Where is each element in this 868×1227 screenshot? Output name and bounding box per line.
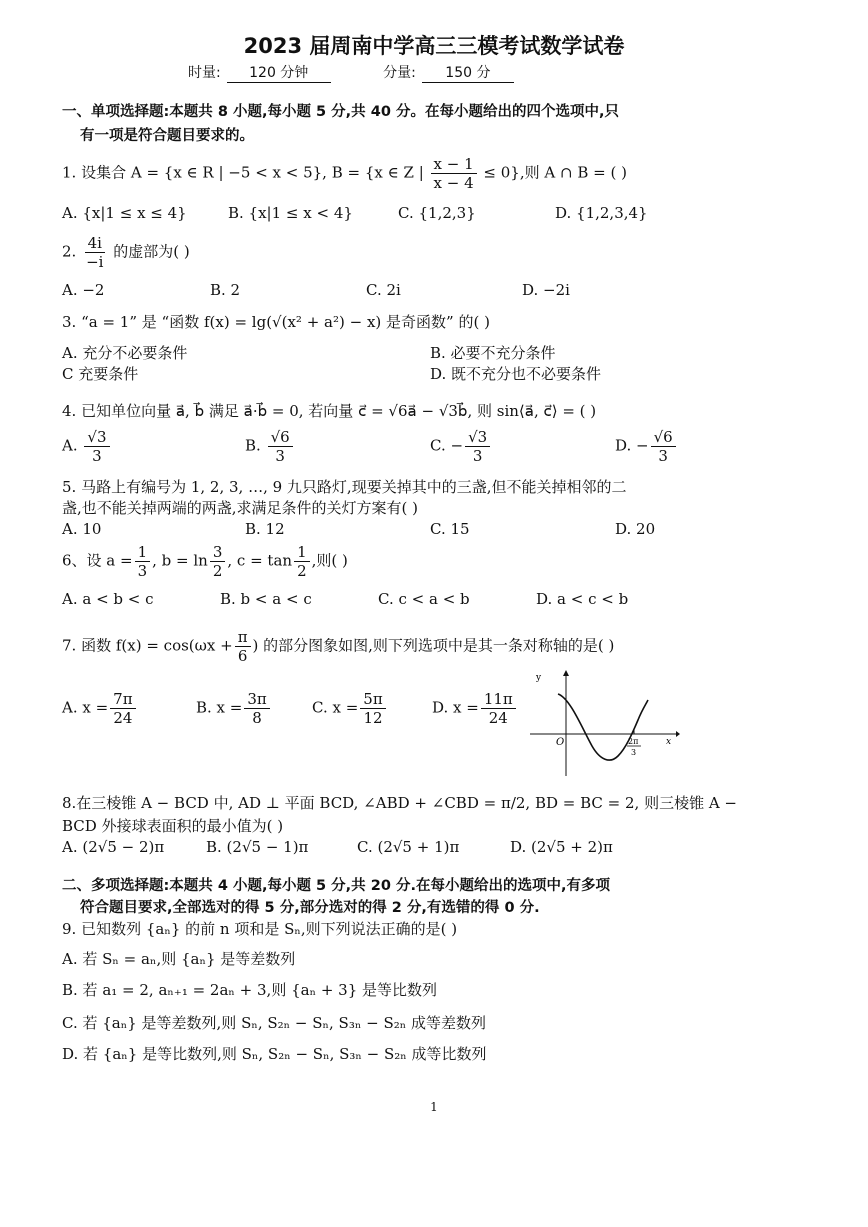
q7-option-a-num: 7π [110,690,135,709]
q2-stem: 的虚部为( ) [113,242,190,261]
q4-option-d-den: 3 [658,447,668,465]
q9-option-c: C. 若 {aₙ} 是等差数列,则 Sₙ, S₂ₙ − Sₙ, S₃ₙ − S₂ₙ 成等差数列 [62,1014,486,1032]
q6-a-frac [135,543,151,580]
q6-a-den: 3 [137,562,148,580]
q4-option-d [615,428,678,465]
q3-option-b: B. 必要不充分条件 [430,344,556,362]
q6-c-num: 1 [294,543,310,562]
q4-option-b-frac [268,428,293,465]
q6-c: , c = tan [227,551,293,570]
q4-option-b-label: B. [245,436,261,455]
q4-option-c-sign: − [450,436,464,455]
q8-option-a: A. (2√5 − 2)π [62,838,165,856]
section-2-heading: 二、多项选择题:本题共 4 小题,每小题 5 分,共 20 分.在每小题给出的选项中,有多项 [62,878,610,894]
q7-option-b-num: 3π [244,690,269,709]
q6-end: ,则( ) [311,551,348,570]
q4-option-c-frac [465,428,490,465]
q1-stem-b: {x ∈ Z | [364,163,424,182]
question-6 [62,543,348,580]
q7-cosine-graph [530,668,680,778]
q7-fraction [235,628,251,665]
q7-option-b [196,690,272,727]
q3-option-a: A. 充分不必要条件 [62,344,188,362]
q4-option-b [245,428,295,465]
q7-option-d [432,690,518,727]
q3-option-c: C 充要条件 [62,365,139,383]
section-1-heading: 一、单项选择题:本题共 8 小题,每小题 5 分,共 40 分。在每小题给出的四个选项中,只 [62,104,619,120]
exam-info [188,62,514,83]
question-1 [62,155,627,192]
q8-option-b: B. (2√5 − 1)π [206,838,309,856]
question-7 [62,628,614,665]
q6-a-num: 1 [135,543,151,562]
q6-b: , b = ln [152,551,208,570]
q7-option-d-label: D. x = [432,698,479,717]
q6-b-frac [210,543,226,580]
x-axis-arrow [676,731,680,737]
q6-c-frac [294,543,310,580]
q7-option-c-label: C. x = [312,698,359,717]
q5-option-a: A. 10 [62,520,102,538]
page-title: 2023 届周南中学高三三模考试数学试卷 [243,34,625,58]
q1-fraction [431,155,477,192]
q5-option-d: D. 20 [615,520,656,538]
q1-stem-c: ≤ 0},则 A ∩ B = ( ) [483,163,627,182]
time-label: 时量: [188,65,221,81]
q2-option-a: A. −2 [62,281,105,299]
q8-option-c: C. (2√5 + 1)π [357,838,460,856]
score-label: 分量: [383,65,416,81]
q1-option-b: B. {x|1 ≤ x < 4} [228,204,353,222]
q1-stem-a: 1. 设集合 A = {x ∈ R | −5 < x < 5}, B = [62,163,361,182]
q2-frac-den: −i [86,253,104,271]
graph-tick-den: 3 [631,748,637,757]
q7-option-b-den: 8 [252,709,262,727]
q4-option-b-num: √6 [268,428,293,447]
q6-c-den: 2 [297,562,307,580]
q4-option-d-frac [651,428,676,465]
graph-y-label: y [536,673,542,683]
q1-option-d: D. {1,2,3,4} [555,204,648,222]
section-1-heading-cont: 有一项是符合题目要求的。 [80,128,254,144]
q4-option-c [430,428,492,465]
question-5-line-2: 盏,也不能关掉两端的两盏,求满足条件的关灯方案有( ) [62,499,419,517]
q4-option-a-num: √3 [84,428,109,447]
question-4: 4. 已知单位向量 a⃗, b⃗ 满足 a⃗·b⃗ = 0, 若向量 c⃗ = √6a⃗ − √3b⃗, 则 sin⟨a⃗, c⃗⟩ = ( ) [62,402,597,420]
q2-option-c: C. 2i [366,281,401,299]
q4-option-d-label: D. [615,436,632,455]
graph-origin-label: O [556,737,565,748]
q1-frac-den: x − 4 [433,174,474,192]
y-axis-arrow [563,670,569,676]
q6-option-a: A. a < b < c [62,590,154,608]
q4-option-d-sign: − [636,436,649,455]
page-number: 1 [430,1100,438,1114]
q7-stem-b: ) 的部分图象如图,则下列选项中是其一条对称轴的是( ) [252,636,615,655]
q7-option-d-den: 24 [488,709,508,727]
question-5-line-1: 5. 马路上有编号为 1, 2, 3, …, 9 九只路灯,现要关掉其中的三盏,但不能关掉相邻的二 [62,478,627,496]
q4-option-c-num: √3 [465,428,490,447]
q2-fraction [83,234,106,271]
q6-b-num: 3 [210,543,226,562]
q8-option-d: D. (2√5 + 2)π [510,838,613,856]
q7-option-c-frac [360,690,385,727]
question-8-line-1: 8.在三棱锥 A − BCD 中, AD ⊥ 平面 BCD, ∠ABD + ∠CBD = π/2, BD = BC = 2, 则三棱锥 A − [62,794,738,812]
q7-option-a-frac [110,690,135,727]
question-9: 9. 已知数列 {aₙ} 的前 n 项和是 Sₙ,则下列说法正确的是( ) [62,920,458,938]
q4-option-b-den: 3 [275,447,285,465]
q5-option-c: C. 15 [430,520,470,538]
q7-option-a-den: 24 [113,709,133,727]
q9-option-b: B. 若 a₁ = 2, aₙ₊₁ = 2aₙ + 3,则 {aₙ + 3} 是等比数列 [62,981,438,999]
question-8-line-2: BCD 外接球表面积的最小值为( ) [62,817,284,835]
q7-frac-num: π [235,628,251,647]
q2-num: 2. [62,242,77,261]
q4-option-a [62,428,112,465]
graph-tick-num: 2π [628,737,639,746]
q7-stem-a: 7. 函数 f(x) = cos(ωx + [62,636,233,655]
q9-option-d: D. 若 {aₙ} 是等比数列,则 Sₙ, S₂ₙ − Sₙ, S₃ₙ − S₂ₙ 成等比数列 [62,1045,487,1063]
q2-option-b: B. 2 [210,281,241,299]
question-3: 3. “a = 1” 是 “函数 f(x) = lg(√(x² + a²) − x) 是奇函数” 的( ) [62,313,490,331]
q4-option-a-label: A. [62,436,78,455]
q7-option-b-label: B. x = [196,698,243,717]
score-value: 150 分 [422,62,514,83]
q7-option-c [312,690,388,727]
q7-option-b-frac [244,690,269,727]
q3-option-d: D. 既不充分也不必要条件 [430,365,602,383]
q6-b-den: 2 [212,562,223,580]
q6-a: 6、设 a = [62,551,133,570]
q7-option-c-den: 12 [363,709,383,727]
q2-option-d: D. −2i [522,281,570,299]
q5-option-b: B. 12 [245,520,285,538]
question-2 [62,234,190,271]
q6-option-d: D. a < c < b [536,590,629,608]
q1-option-c: C. {1,2,3} [398,204,476,222]
q7-option-a [62,690,138,727]
q7-option-d-num: 11π [481,690,516,709]
section-2-heading-cont: 符合题目要求,全部选对的得 5 分,部分选对的得 2 分,有选错的得 0 分. [80,900,540,916]
q7-option-d-frac [481,690,516,727]
time-value: 120 分钟 [227,62,331,83]
q9-option-a: A. 若 Sₙ = aₙ,则 {aₙ} 是等差数列 [62,950,296,968]
q6-option-c: C. c < a < b [378,590,470,608]
q6-option-b: B. b < a < c [220,590,312,608]
q2-frac-num: 4i [85,234,105,253]
q7-frac-den: 6 [237,647,248,665]
q4-option-a-den: 3 [92,447,102,465]
q1-frac-num: x − 1 [431,155,477,174]
q1-option-a: A. {x|1 ≤ x ≤ 4} [62,204,187,222]
q4-option-c-den: 3 [472,447,483,465]
q7-option-a-label: A. x = [62,698,109,717]
q4-option-c-label: C. [430,436,446,455]
q4-option-a-frac [84,428,109,465]
graph-x-label: x [666,737,672,747]
q7-option-c-num: 5π [360,690,385,709]
q4-option-d-num: √6 [651,428,676,447]
